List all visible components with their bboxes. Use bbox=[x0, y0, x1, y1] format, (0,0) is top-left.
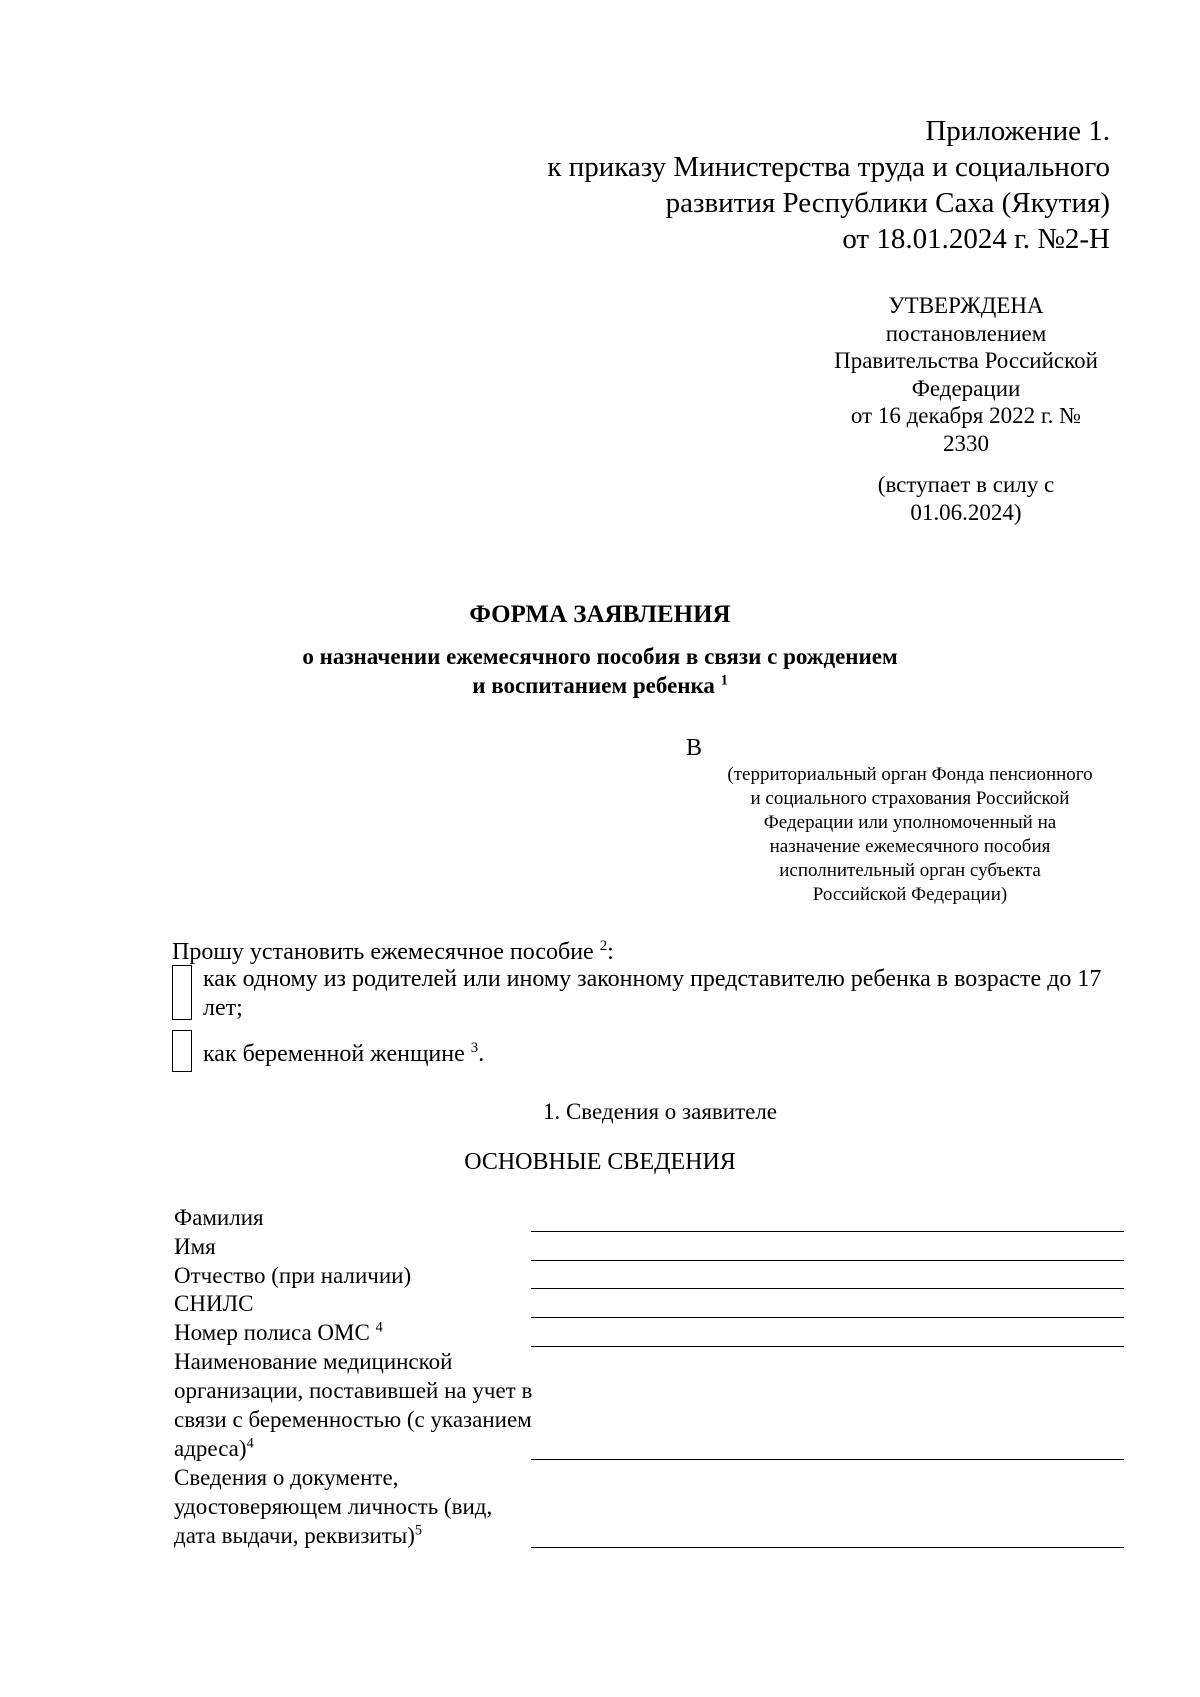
footnote-marker: 3 bbox=[470, 1040, 479, 1056]
medical-organization-input-line[interactable] bbox=[531, 1459, 1124, 1460]
recipient-line: (территориальный орган Фонда пенсионного bbox=[727, 764, 1093, 785]
recipient-description bbox=[710, 763, 1110, 907]
subtitle-line-2 bbox=[0, 671, 1200, 700]
field-label-oms-policy bbox=[174, 1318, 534, 1347]
field-label-identity-document bbox=[174, 1463, 534, 1550]
field-label-text: Номер полиса ОМС bbox=[174, 1320, 370, 1345]
patronymic-input-line[interactable] bbox=[531, 1288, 1124, 1289]
footnote-marker: 1 bbox=[720, 672, 728, 689]
field-label-text: Сведения о документе, удостоверяющем личность (вид, дата выдачи, реквизиты) bbox=[174, 1465, 493, 1548]
option-pregnant-checkbox[interactable] bbox=[172, 1030, 192, 1072]
name-input-line[interactable] bbox=[531, 1260, 1124, 1261]
option-suffix: . bbox=[478, 1041, 485, 1067]
request-text bbox=[172, 938, 614, 966]
section-heading: 1. Сведения о заявителе bbox=[542, 1099, 778, 1124]
field-label-text: Наименование медицинской организации, поставившей на учет в связи с беременностью (с указанием адреса) bbox=[174, 1349, 533, 1461]
approval-line: Федерации bbox=[911, 375, 1021, 401]
form-subtitle bbox=[0, 642, 1200, 700]
field-label-medical-organization bbox=[174, 1347, 534, 1463]
oms-policy-input-line[interactable] bbox=[531, 1346, 1124, 1347]
effective-date-line: (вступает в силу с bbox=[877, 472, 1055, 497]
effective-date-line: 01.06.2024) bbox=[910, 499, 1022, 525]
appendix-line: развития Республики Саха (Якутия) bbox=[665, 187, 1110, 219]
approval-line: постановлением bbox=[885, 320, 1047, 346]
field-label-text: СНИЛС bbox=[174, 1291, 254, 1316]
approval-line: Правительства Российской bbox=[834, 348, 1098, 373]
option-parent-checkbox[interactable] bbox=[172, 965, 192, 1020]
option-text: как беременной женщине bbox=[203, 1041, 465, 1067]
field-label-surname bbox=[174, 1203, 534, 1232]
approval-line: от 16 декабря 2022 г. № bbox=[850, 403, 1082, 428]
recipient-line: исполнительный орган субъекта bbox=[779, 860, 1041, 881]
appendix-line: к приказу Министерства труда и социального bbox=[547, 151, 1110, 183]
form-title: ФОРМА ЗАЯВЛЕНИЯ bbox=[469, 601, 731, 628]
subtitle-line-1: о назначении ежемесячного пособия в связи с рождением bbox=[302, 644, 898, 669]
option-pregnant-label bbox=[203, 1040, 484, 1069]
recipient-line: Федерации или уполномоченный на bbox=[763, 812, 1057, 833]
field-label-name bbox=[174, 1232, 534, 1261]
option-text: как одному из родителей или иному законному представителю ребенка в возрасте до 17 лет; bbox=[203, 966, 1102, 1021]
footnote-marker: 4 bbox=[375, 1319, 383, 1336]
appendix-line: от 18.01.2024 г. №2-Н bbox=[842, 223, 1110, 255]
subtitle-line-2-text: и воспитанием ребенка bbox=[472, 673, 715, 698]
field-label-text: Фамилия bbox=[174, 1205, 264, 1230]
recipient-line: Российской Федерации) bbox=[812, 884, 1008, 905]
surname-input-line[interactable] bbox=[531, 1231, 1124, 1232]
request-suffix: : bbox=[607, 939, 614, 965]
footnote-marker: 4 bbox=[246, 1435, 254, 1452]
appendix-line: Приложение 1. bbox=[925, 115, 1110, 147]
request-label: Прошу установить ежемесячное пособие bbox=[172, 939, 594, 965]
approval-line: УТВЕРЖДЕНА bbox=[888, 293, 1044, 318]
field-label-snils bbox=[174, 1289, 534, 1318]
recipient-line: назначение ежемесячного пособия bbox=[769, 836, 1051, 857]
option-parent-label bbox=[203, 965, 1128, 1023]
footnote-marker: 5 bbox=[414, 1522, 423, 1539]
field-label-text: Имя bbox=[174, 1234, 216, 1259]
approval-line: 2330 bbox=[943, 430, 989, 456]
footnote-marker: 2 bbox=[599, 938, 608, 954]
section-subheading: ОСНОВНЫЕ СВЕДЕНИЯ bbox=[464, 1149, 736, 1175]
recipient-prefix: В bbox=[686, 735, 703, 761]
recipient-line: и социального страхования Российской bbox=[750, 788, 1070, 809]
field-label-patronymic bbox=[174, 1261, 534, 1290]
identity-document-input-line[interactable] bbox=[531, 1547, 1124, 1548]
field-label-text: Отчество (при наличии) bbox=[174, 1263, 412, 1288]
appendix-header bbox=[410, 113, 1110, 257]
approval-block bbox=[816, 292, 1116, 526]
snils-input-line[interactable] bbox=[531, 1317, 1124, 1318]
